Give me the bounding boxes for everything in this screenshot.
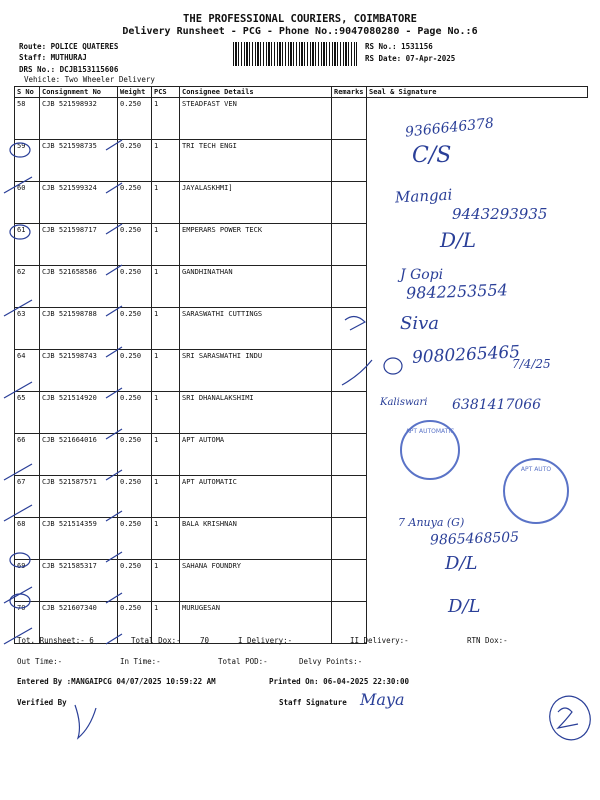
rtn-dox: RTN Dox:- (467, 636, 508, 645)
handwriting-r68-phone: 9865468505 (429, 529, 520, 549)
company-stamp: APT AUTOMATIC (400, 420, 460, 480)
i-delivery: I Delivery:- (238, 636, 293, 645)
handwriting-r59: C/S (412, 143, 452, 168)
company-title: THE PROFESSIONAL COURIERS, COIMBATORE (183, 13, 417, 25)
consignment-no: CJB 521598743 (40, 350, 118, 392)
consignment-no: CJB 521585317 (40, 560, 118, 602)
rs-number: RS No.: 1531156 (365, 42, 433, 51)
printed-on: Printed On: 06-04-2025 22:30:00 (269, 677, 409, 686)
consignment-no: CJB 521598932 (40, 98, 118, 140)
weight: 0.250 (118, 518, 152, 560)
consignment-no: CJB 521598788 (40, 308, 118, 350)
circled-mark-digits (558, 708, 578, 728)
pcs: 1 (152, 518, 180, 560)
pcs: 1 (152, 266, 180, 308)
handwriting-r60-name: Mangai (394, 185, 453, 207)
pcs: 1 (152, 224, 180, 266)
handwriting-r65-phone: 6381417066 (452, 397, 542, 413)
weight: 0.250 (118, 182, 152, 224)
consignee: MURUGESAN (180, 602, 332, 644)
sno: 64 (15, 350, 40, 392)
consignment-no: CJB 521607340 (40, 602, 118, 644)
consignment-no: CJB 521658586 (40, 266, 118, 308)
pcs: 1 (152, 560, 180, 602)
consignee: APT AUTOMATIC (180, 476, 332, 518)
sno: 69 (15, 560, 40, 602)
circled-mark (544, 690, 597, 745)
consignee: SRI SARASWATHI INDU (180, 350, 332, 392)
consignment-no: CJB 521587571 (40, 476, 118, 518)
total-pod: Total POD:- (218, 657, 268, 666)
sno: 68 (15, 518, 40, 560)
company-stamp: APT AUTO (503, 458, 569, 524)
consignee: STEADFAST VEN (180, 98, 332, 140)
consignment-no: CJB 521514359 (40, 518, 118, 560)
col-consignment: Consignment No (40, 87, 118, 98)
pcs: 1 (152, 476, 180, 518)
sno: 62 (15, 266, 40, 308)
tot-runsheet: Tot. Runsheet:- 6 (17, 636, 94, 645)
col-sno: S No (15, 87, 40, 98)
weight: 0.250 (118, 266, 152, 308)
out-time: Out Time:- (17, 657, 63, 666)
vehicle: Vehicle: Two Wheeler Delivery (24, 75, 155, 84)
rs-date: RS Date: 07-Apr-2025 (365, 54, 456, 63)
sno: 70 (15, 602, 40, 644)
drs-number: DRS No.: DCJB153115606 (19, 65, 119, 74)
col-pcs: PCS (152, 87, 180, 98)
sno: 58 (15, 98, 40, 140)
handwriting-r62-phone: 9842253554 (405, 280, 509, 303)
consignment-no: CJB 521664016 (40, 434, 118, 476)
staff-signature-ink: Maya (360, 690, 405, 709)
handwriting-r61: D/L (440, 228, 477, 252)
col-consignee: Consignee Details (180, 87, 332, 98)
col-seal-signature: Seal & Signature (367, 87, 588, 98)
pcs: 1 (152, 350, 180, 392)
pcs: 1 (152, 182, 180, 224)
handwriting-r60-phone: 9443293935 (452, 205, 548, 223)
ii-delivery: II Delivery:- (350, 636, 409, 645)
sno: 66 (15, 434, 40, 476)
handwriting-r69: D/L (445, 553, 478, 574)
handwriting-r70: D/L (448, 596, 481, 617)
consignee: EMPERARS POWER TECK (180, 224, 332, 266)
entered-by: Entered By :MANGAIPCG 04/07/2025 10:59:22 AM (17, 677, 216, 686)
weight: 0.250 (118, 350, 152, 392)
consignment-no: CJB 521514920 (40, 392, 118, 434)
handwriting-r63: Siva (400, 313, 439, 334)
sno: 63 (15, 308, 40, 350)
col-remarks: Remarks (332, 87, 367, 98)
pcs: 1 (152, 434, 180, 476)
sno: 59 (15, 140, 40, 182)
pcs: 1 (152, 140, 180, 182)
staff: Staff: MUTHURAJ (19, 53, 87, 62)
consignee: SAHANA FOUNDRY (180, 560, 332, 602)
col-weight: Weight (118, 87, 152, 98)
weight: 0.250 (118, 602, 152, 644)
sno: 61 (15, 224, 40, 266)
verified-by: Verified By (17, 698, 67, 707)
handwriting-r64-phone: 9080265465 (411, 342, 521, 368)
consignment-no: CJB 521598735 (40, 140, 118, 182)
consignment-no: CJB 521598717 (40, 224, 118, 266)
route: Route: POLICE QUATERES (19, 42, 119, 51)
pcs: 1 (152, 602, 180, 644)
consignee: SRI DHANALAKSHIMI (180, 392, 332, 434)
sno: 67 (15, 476, 40, 518)
weight: 0.250 (118, 308, 152, 350)
weight: 0.250 (118, 140, 152, 182)
total-dox-label: Total Dox:- (131, 636, 181, 645)
handwriting-r62-name: J Gopi (400, 267, 444, 283)
weight: 0.250 (118, 98, 152, 140)
weight: 0.250 (118, 224, 152, 266)
total-dox-value: 70 (200, 636, 210, 645)
handwriting-r68-name: 7 Anuya (G) (398, 516, 465, 529)
consignee: JAYALASKHMI] (180, 182, 332, 224)
handwriting-r64-date: 7/4/25 (512, 357, 551, 371)
sno: 65 (15, 392, 40, 434)
weight: 0.250 (118, 476, 152, 518)
consignee: SARASWATHI CUTTINGS (180, 308, 332, 350)
consignee: APT AUTOMA (180, 434, 332, 476)
weight: 0.250 (118, 434, 152, 476)
consignee: BALA KRISHNAN (180, 518, 332, 560)
consignee: TRI TECH ENGI (180, 140, 332, 182)
pcs: 1 (152, 392, 180, 434)
handwriting-r58: 9366646378 (404, 115, 495, 141)
verified-by-scribble (75, 705, 96, 738)
consignment-no: CJB 521599324 (40, 182, 118, 224)
staff-signature-label: Staff Signature (279, 698, 347, 707)
delvy-points: Delvy Points:- (299, 657, 363, 666)
runsheet-subtitle: Delivery Runsheet - PCG - Phone No.:9047080280 - Page No.:6 (122, 26, 478, 37)
sno: 60 (15, 182, 40, 224)
in-time: In Time:- (120, 657, 161, 666)
handwriting-r65-name: Kaliswari (380, 397, 428, 408)
pcs: 1 (152, 98, 180, 140)
weight: 0.250 (118, 560, 152, 602)
weight: 0.250 (118, 392, 152, 434)
consignee: GANDHINATHAN (180, 266, 332, 308)
pcs: 1 (152, 308, 180, 350)
